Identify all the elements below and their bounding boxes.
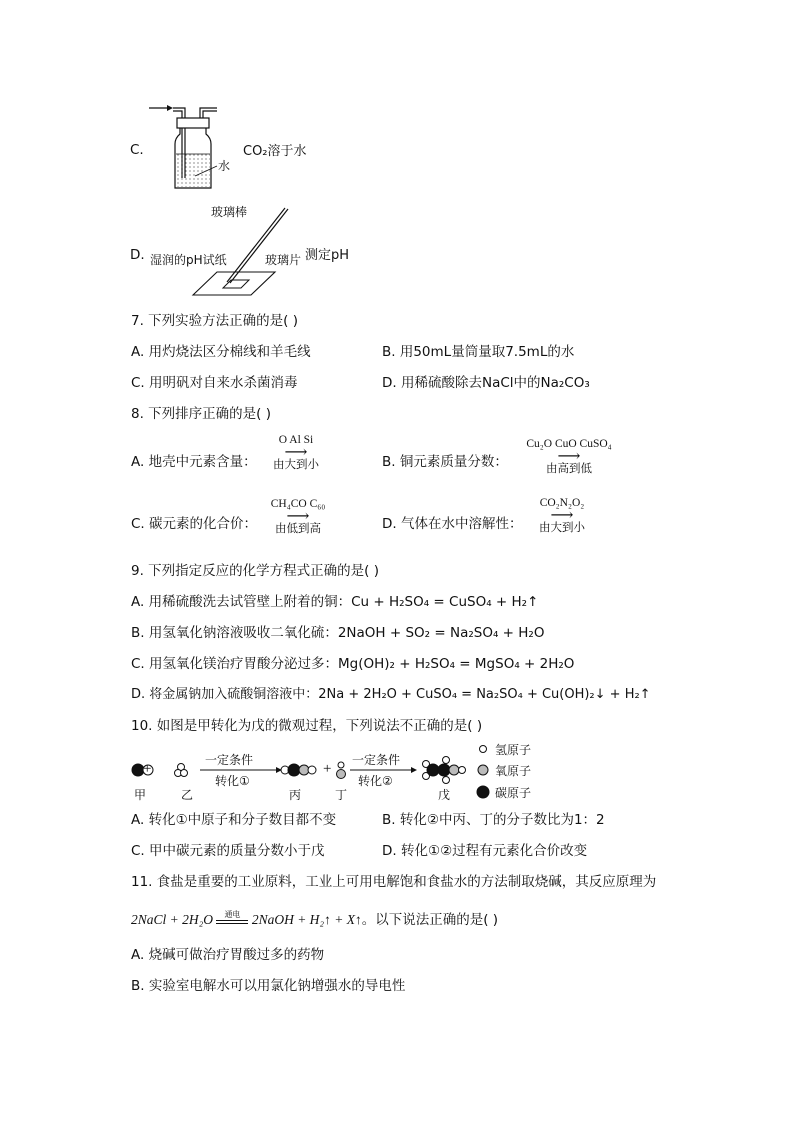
water-label: 水 (218, 159, 231, 173)
step-label-1: 转化① (215, 774, 250, 788)
ph-paper-label: 湿润的pH试纸 (150, 253, 227, 267)
wu-label: 戊 (438, 788, 451, 802)
right-arrow-icon: ⟶ (557, 448, 581, 465)
q8-a-order: O Al Si (278, 434, 314, 446)
condition-label-2: 一定条件 (352, 753, 401, 767)
co2-caption: CO₂溶于水 (243, 144, 307, 159)
q11-stem: 11. 食盐是重要的工业原料，工业上可用电解饱和食盐水的方法制取烧碱，其反应原理为 (131, 874, 657, 890)
q8-d-order: CO₂N₂O₂ (539, 497, 585, 509)
q8-a-arrow-block (264, 434, 328, 472)
q10-option-b: B. 转化②中丙、丁的分子数比为1：2 (382, 812, 605, 828)
ph-caption: 测定pH (305, 248, 350, 263)
glass-plate-label: 玻璃片 (265, 253, 302, 267)
q10-option-a: A. 转化①中原子和分子数目都不变 (131, 812, 337, 828)
legend-hydrogen: 氢原子 (495, 743, 532, 757)
ding-label: 丁 (335, 788, 348, 802)
q7-option-c: C. 用明矾对自来水杀菌消毒 (131, 375, 298, 391)
q8-stem: 8. 下列排序正确的是( ) (131, 406, 271, 422)
q8-c-order: CH₄CO C₆₀ (270, 498, 326, 510)
legend-oxygen: 氧原子 (495, 764, 532, 778)
q8-c-direction: 由低到高 (275, 523, 321, 535)
q8-c-arrow-block (262, 498, 334, 536)
q11-option-b: B. 实验室电解水可以用氯化钠增强水的导电性 (131, 978, 406, 994)
glass-rod-label: 玻璃棒 (211, 205, 248, 219)
plus-sign-1: + (143, 761, 152, 777)
equals-sign-icon (216, 920, 248, 924)
right-arrow-icon: ⟶ (286, 508, 310, 525)
q9-option-b: B. 用氢氧化钠溶液吸收二氧化硫：2NaOH + SO₂ = Na₂SO₄ + H₂O (131, 625, 545, 641)
q7-option-d: D. 用稀硫酸除去NaCl中的Na₂CO₃ (382, 375, 590, 391)
q9-option-a: A. 用稀硫酸洗去试管壁上附着的铜：Cu + H₂SO₄ = CuSO₄ + H₂↑ (131, 594, 539, 610)
q8-option-a: A. 地壳中元素含量： (131, 454, 257, 470)
q11-equation-right: 2NaOH + H₂↑ + X↑ (251, 912, 362, 927)
q9-option-c: C. 用氢氧化镁治疗胃酸分泌过多：Mg(OH)₂ + H₂SO₄ = MgSO₄ + 2H₂O (131, 656, 575, 672)
yi-label: 乙 (181, 788, 194, 802)
q6-option-d-label: D. (130, 247, 145, 263)
q8-d-direction: 由大到小 (539, 522, 585, 534)
q7-stem: 7. 下列实验方法正确的是( ) (131, 313, 298, 329)
q9-option-d: D. 将金属钠加入硫酸铜溶液中：2Na + 2H₂O + CuSO₄ = Na₂SO₄ + Cu(OH)₂↓ + H₂↑ (131, 687, 651, 702)
right-arrow-icon: ⟶ (550, 507, 574, 524)
carbon-legend-icon (477, 786, 489, 798)
q7-option-b: B. 用50mL量筒量取7.5mL的水 (382, 344, 575, 360)
q8-option-b: B. 铜元素质量分数： (382, 454, 508, 470)
q11-equation-left: 2NaCl + 2H₂O (131, 912, 214, 927)
q11-option-a: A. 烧碱可做治疗胃酸过多的药物 (131, 947, 325, 963)
q8-a-direction: 由大到小 (273, 459, 319, 471)
q8-b-arrow-block (518, 438, 620, 476)
q8-option-c: C. 碳元素的化合价： (131, 516, 258, 532)
q11-equation (131, 908, 498, 928)
bing-label: 丙 (289, 788, 302, 802)
legend-carbon: 碳原子 (495, 786, 532, 800)
q8-b-direction: 由高到低 (546, 463, 592, 475)
jia-label: 甲 (134, 788, 147, 802)
hydrogen-legend-icon (480, 746, 487, 753)
q10-option-d: D. 转化①②过程有元素化合价改变 (382, 843, 588, 859)
gas-bottle-diagram (145, 98, 245, 193)
q6-option-c-label: C. (130, 142, 144, 158)
q11-equation-condition: 通电 (224, 910, 241, 919)
q11-equation-tail: 。以下说法正确的是( ) (361, 912, 499, 928)
q7-option-a: A. 用灼烧法区分棉线和羊毛线 (131, 344, 311, 360)
right-arrow-icon: ⟶ (284, 444, 308, 461)
oxygen-legend-icon (478, 765, 488, 775)
q11-equation-condition-block (216, 910, 248, 924)
q8-option-d: D. 气体在水中溶解性： (382, 516, 523, 532)
step-label-2: 转化② (358, 774, 393, 788)
q9-stem: 9. 下列指定反应的化学方程式正确的是( ) (131, 563, 379, 579)
plus-sign-2: + (323, 761, 332, 777)
q10-stem: 10. 如图是甲转化为戊的微观过程，下列说法不正确的是( ) (131, 718, 483, 734)
q8-b-order: Cu₂O CuO CuSO₄ (526, 438, 612, 450)
q10-option-c: C. 甲中碳元素的质量分数小于戊 (131, 843, 325, 859)
q8-d-arrow-block (530, 497, 594, 535)
condition-label-1: 一定条件 (205, 753, 254, 767)
